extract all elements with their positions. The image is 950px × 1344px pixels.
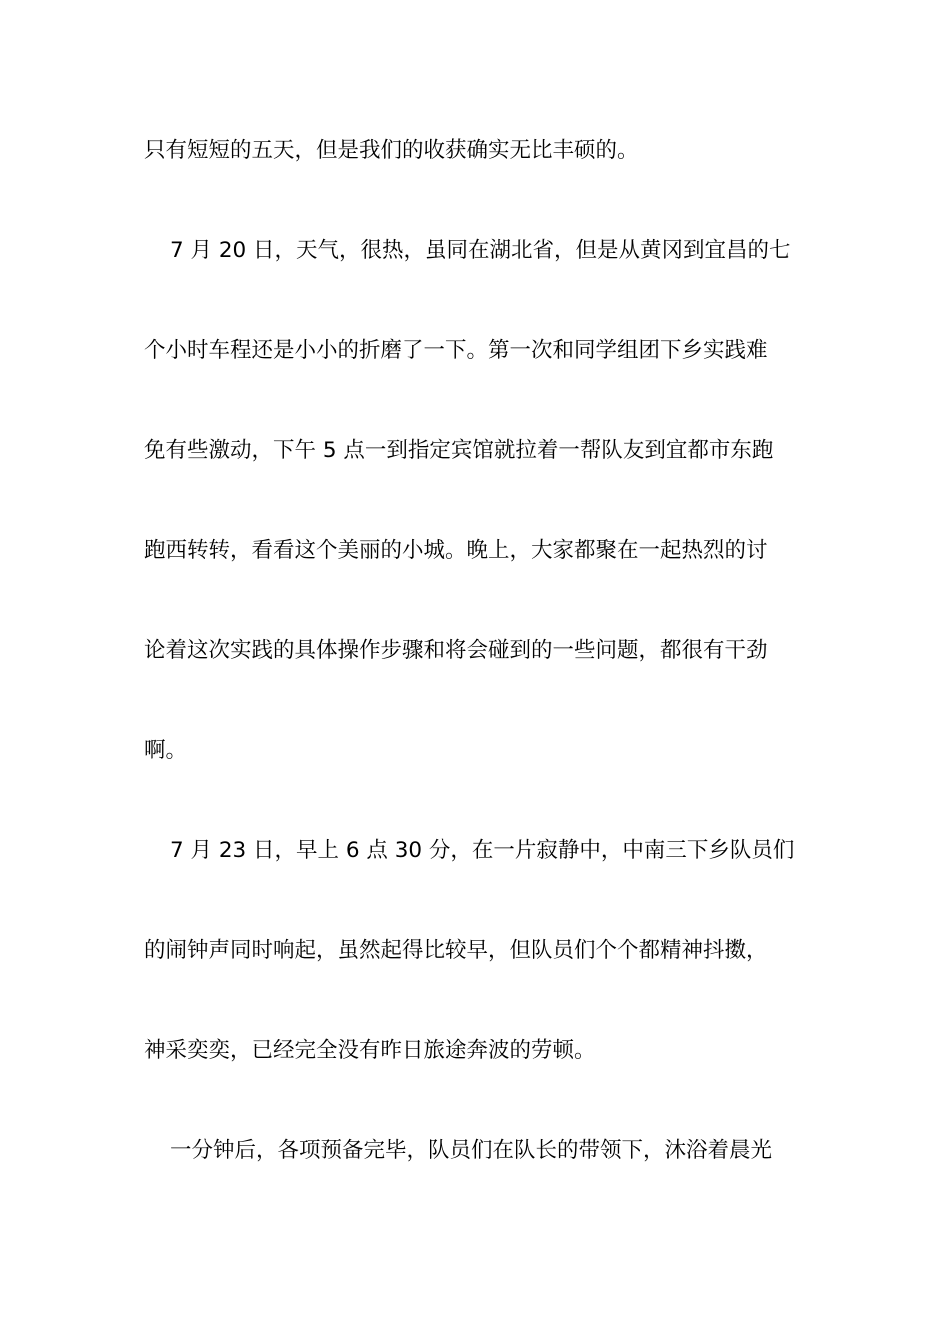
text-line: 只有短短的五天，但是我们的收获确实无比丰硕的。: [144, 138, 639, 163]
text-line: 论着这次实践的具体操作步骤和将会碰到的一些问题，都很有干劲: [144, 638, 768, 663]
text-line: 个小时车程还是小小的折磨了一下。第一次和同学组团下乡实践难: [144, 338, 768, 363]
paragraph-start-line: 7 月 23 日，早上 6 点 30 分，在一片寂静中，中南三下乡队员们: [170, 838, 795, 863]
text-line: 的闹钟声同时响起，虽然起得比较早，但队员们个个都精神抖擞，: [144, 938, 768, 963]
paragraph-start-line: 7 月 20 日，天气，很热，虽同在湖北省，但是从黄冈到宜昌的七: [170, 238, 791, 263]
text-line: 跑西转转，看看这个美丽的小城。晚上，大家都聚在一起热烈的讨: [144, 538, 768, 563]
body-text: [144, 126, 814, 1226]
text-line: 啊。: [144, 738, 188, 763]
text-line: 免有些激动，下午 5 点一到指定宾馆就拉着一帮队友到宜都市东跑: [144, 438, 774, 463]
paragraph-start-line: 一分钟后，各项预备完毕，队员们在队长的带领下，沐浴着晨光: [170, 1138, 773, 1163]
text-line: 神采奕奕，已经完全没有昨日旅途奔波的劳顿。: [144, 1038, 596, 1063]
